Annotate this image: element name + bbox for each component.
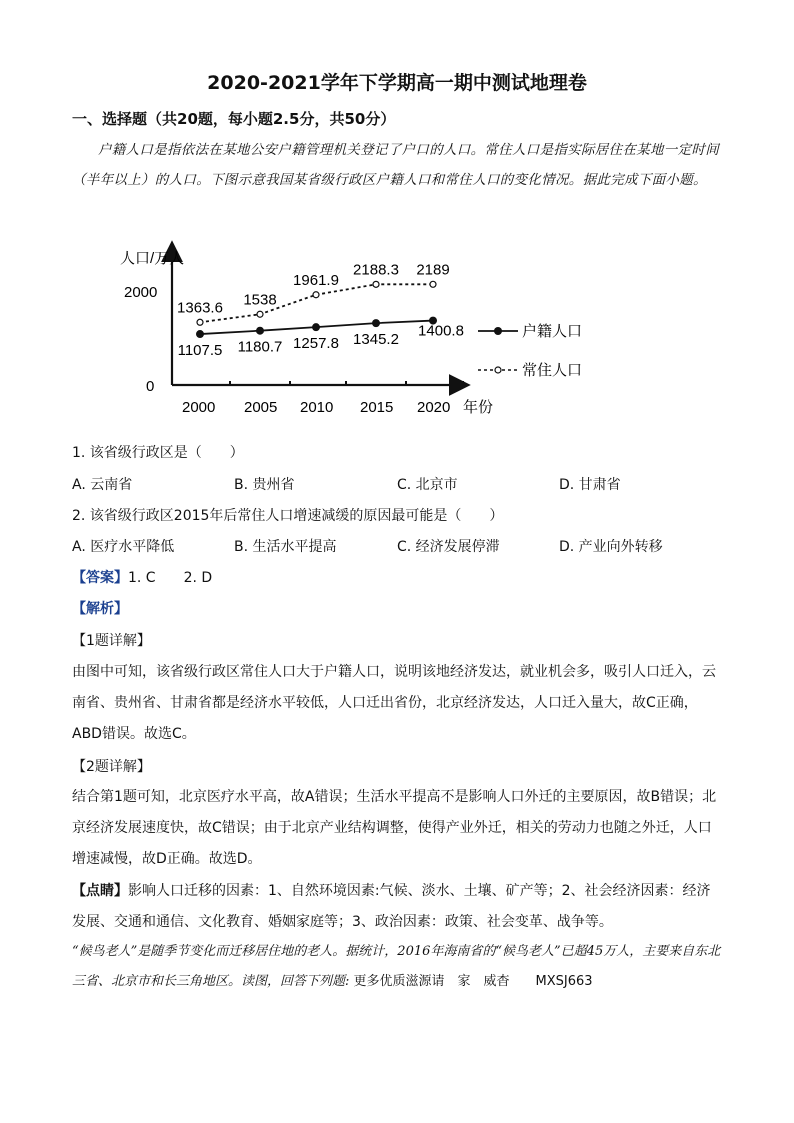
next-intro-text: “候鸟老人”是随季节变化而迁移居住地的老人。据统计，2016年海南省的“候鸟老人”已超45万人，主要来自东北三省、北京市和长三角地区。读图，回答下列题: — [72, 944, 721, 989]
q1-option-c[interactable]: C. 北京市 — [397, 477, 458, 493]
q2-option-c[interactable]: C. 经济发展停滞 — [397, 539, 500, 555]
answer-label: 【答案】 — [72, 570, 128, 586]
q2-option-a[interactable]: A. 医疗水平降低 — [72, 539, 175, 555]
analysis-label: 【解析】 — [72, 601, 128, 617]
data-point-changzhu — [373, 281, 379, 287]
answer-text: 1. C 2. D — [128, 570, 213, 586]
data-label-changzhu: 2188.3 — [353, 261, 399, 279]
next-question-intro — [72, 937, 724, 997]
data-label-changzhu: 1363.6 — [177, 299, 223, 317]
x-tick-label: 2015 — [360, 399, 394, 416]
q1-option-d[interactable]: D. 甘肃省 — [559, 477, 621, 493]
q1-option-b[interactable]: B. 贵州省 — [234, 477, 295, 493]
detail-2-text: 结合第1题可知，北京医疗水平高，故A错误；生活水平提高不是影响人口外迁的主要原因，故B错误；北京经济发展速度快，故C错误；由于北京产业结构调整，使得产业外迁，相关的劳动力也随之外迁，人口增速减慢，故D正确。故选D。 — [72, 789, 717, 867]
tip-label: 【点睛】 — [72, 883, 128, 899]
data-label-huji: 1257.8 — [293, 335, 339, 353]
data-point-changzhu — [197, 319, 203, 325]
data-label-changzhu: 2189 — [416, 261, 450, 279]
q2-option-b[interactable]: B. 生活水平提高 — [234, 539, 337, 555]
answer-line — [72, 567, 212, 587]
data-label-huji: 1180.7 — [237, 338, 283, 356]
data-point-huji — [312, 323, 320, 331]
data-point-changzhu — [313, 292, 319, 298]
y-tick-label: 2000 — [124, 284, 158, 301]
y-tick-label: 0 — [146, 378, 155, 395]
data-point-huji — [196, 330, 204, 338]
data-label-huji: 1345.2 — [353, 331, 399, 349]
detail-1-label: 【1题详解】 — [72, 633, 151, 649]
x-axis-label: 年份 — [463, 399, 494, 416]
data-label-huji: 1400.8 — [418, 322, 464, 340]
legend-label-changzhu: 常住人口 — [522, 362, 583, 379]
population-line-chart — [100, 235, 620, 435]
detail-1-text: 由图中可知，该省级行政区常住人口大于户籍人口，说明该地经济发达，就业机会多，吸引人口迁入，云南省、贵州省、甘肃省都是经济水平较低，人口迁出省份，北京经济发达，人口迁入量大，故C正确，ABD错误。故选C。 — [72, 664, 716, 742]
data-label-changzhu: 1538 — [243, 291, 277, 309]
data-point-changzhu — [430, 281, 436, 287]
section-heading: 一、选择题（共20题，每小题2.5分，共50分） — [72, 110, 396, 128]
data-point-changzhu — [257, 311, 263, 317]
data-label-changzhu: 1961.9 — [293, 271, 339, 289]
legend-marker-changzhu — [495, 367, 501, 373]
series-line-changzhu — [200, 284, 433, 322]
detail-2-label: 【2题详解】 — [72, 759, 151, 775]
data-point-huji — [372, 319, 380, 327]
tip-text: 影响人口迁移的因素：1、自然环境因素:气候、淡水、土壤、矿产等；2、社会经济因素：经济发展、交通和通信、文化教育、婚姻家庭等；3、政治因素：政策、社会变革、战争等。 — [72, 883, 711, 930]
q1-option-a[interactable]: A. 云南省 — [72, 477, 133, 493]
tip-block — [72, 876, 724, 938]
x-tick-label: 2020 — [417, 399, 451, 416]
x-tick-label: 2005 — [244, 399, 278, 416]
question-2-stem: 2. 该省级行政区2015年后常住人口增速减缓的原因最可能是（ ） — [72, 508, 504, 524]
legend-marker-huji — [494, 327, 502, 335]
watermark-text: 更多优质滋源请 家 威杳 MXSJ663 — [353, 974, 593, 989]
q2-option-d[interactable]: D. 产业向外转移 — [559, 539, 663, 555]
question-intro: 户籍人口是指依法在某地公安户籍管理机关登记了户口的人口。常住人口是指实际居住在某地一定时间（半年以上）的人口。下图示意我国某省级行政区户籍人口和常住人口的变化情况。据此完成下面小题。 — [72, 142, 719, 188]
data-label-huji: 1107.5 — [177, 342, 223, 360]
question-1-stem: 1. 该省级行政区是（ ） — [72, 445, 244, 461]
page-title: 2020-2021学年下学期高一期中测试地理卷 — [207, 72, 587, 94]
x-tick-label: 2000 — [182, 399, 216, 416]
x-tick-label: 2010 — [300, 399, 334, 416]
y-axis-label: 人口/万人 — [120, 250, 185, 267]
legend-label-huji: 户籍人口 — [522, 323, 583, 340]
data-point-huji — [256, 327, 264, 335]
